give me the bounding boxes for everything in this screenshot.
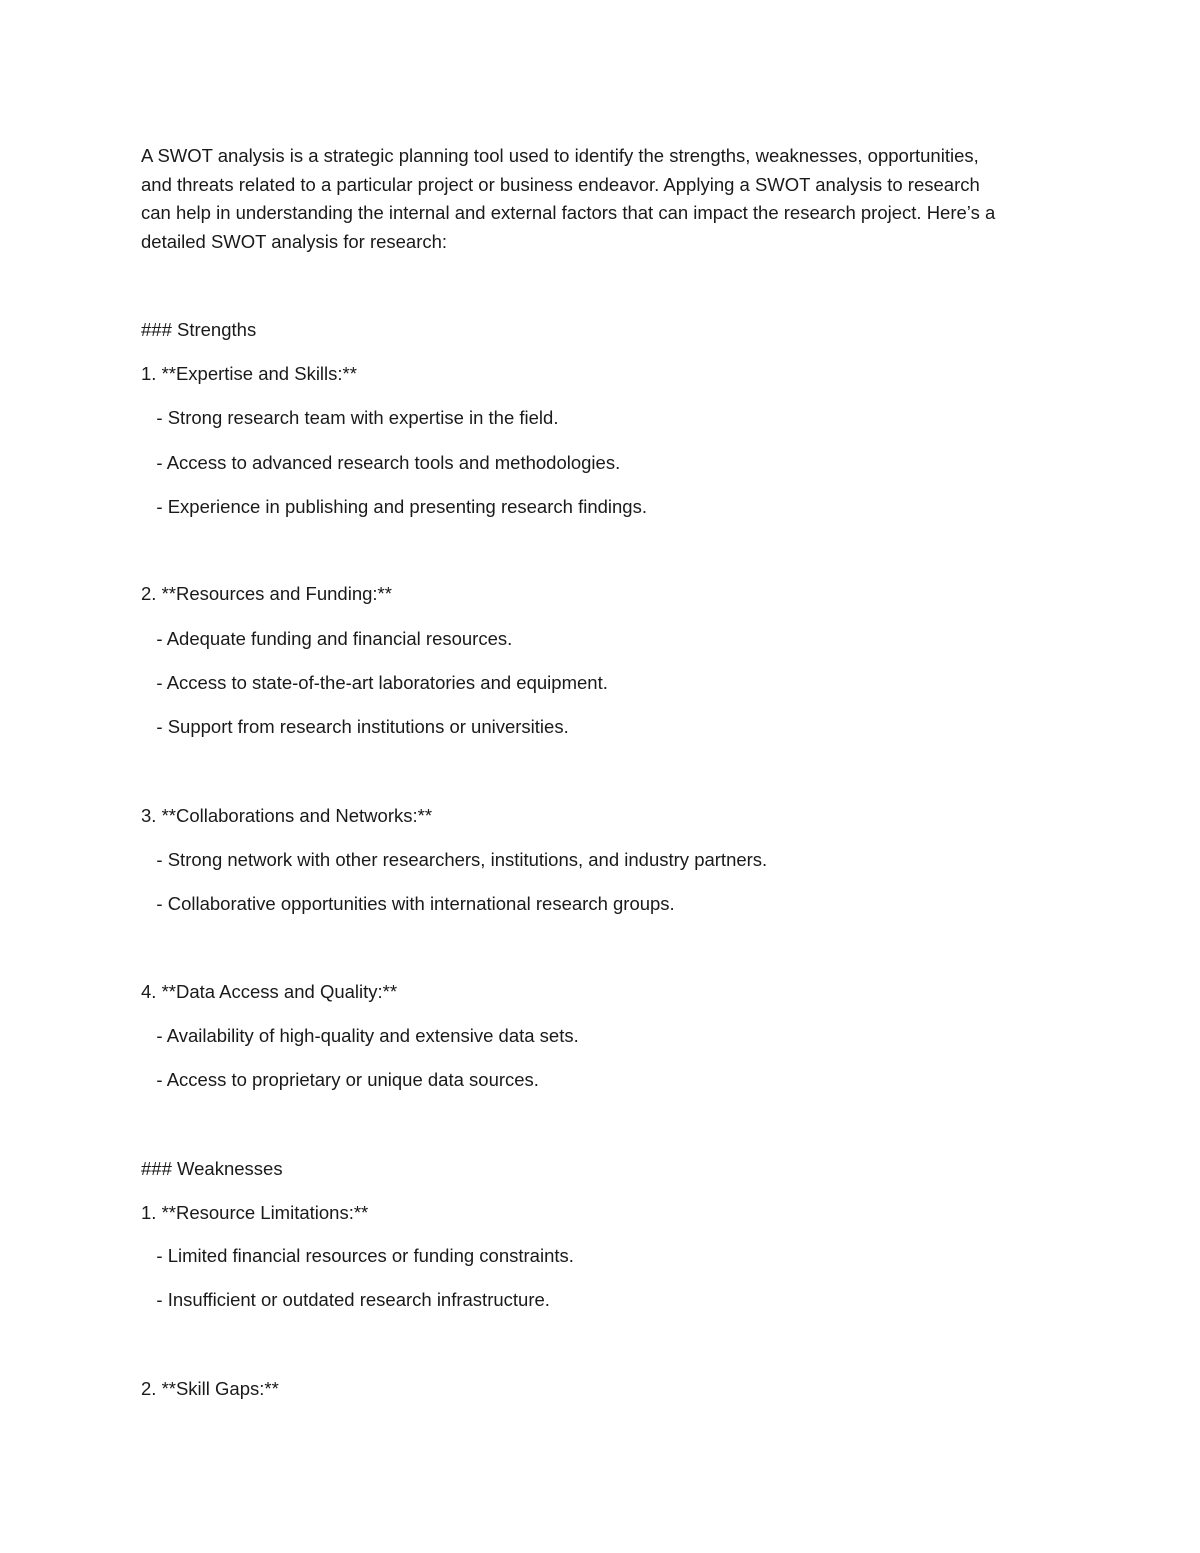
list-item: - Experience in publishing and presenting research findings. [141,496,647,517]
list-item-title: 3. **Collaborations and Networks:** [141,805,433,826]
intro-line: A SWOT analysis is a strategic planning tool used to identify the strengths, weaknesses, opportunities, [141,145,979,166]
list-item-title: 4. **Data Access and Quality:** [141,981,398,1002]
list-item: - Limited financial resources or funding constraints. [141,1245,574,1266]
list-item-title: 2. **Skill Gaps:** [141,1378,279,1399]
list-item: - Collaborative opportunities with international research groups. [141,893,675,914]
list-item: - Access to advanced research tools and methodologies. [141,452,621,473]
list-item: - Strong research team with expertise in the field. [141,407,559,428]
list-item: - Insufficient or outdated research infrastructure. [141,1289,550,1310]
list-item: - Availability of high-quality and extensive data sets. [141,1025,579,1046]
section-heading-strengths: ### Strengths [141,319,257,340]
intro-paragraph [141,142,1071,256]
list-item: - Access to proprietary or unique data sources. [141,1069,539,1090]
list-item: - Access to state-of-the-art laboratories and equipment. [141,672,608,693]
list-item-title: 1. **Resource Limitations:** [141,1202,369,1223]
list-item: - Support from research institutions or universities. [141,716,569,737]
list-item-title: 2. **Resources and Funding:** [141,583,392,604]
intro-line: can help in understanding the internal and external factors that can impact the research project. Here’s a [141,202,996,223]
section-heading-weaknesses: ### Weaknesses [141,1158,283,1179]
list-item-title: 1. **Expertise and Skills:** [141,363,357,384]
list-item: - Strong network with other researchers, institutions, and industry partners. [141,849,768,870]
list-item: - Adequate funding and financial resources. [141,628,513,649]
intro-line: detailed SWOT analysis for research: [141,230,448,252]
intro-line: and threats related to a particular project or business endeavor. Applying a SWOT analysis to research [141,173,980,195]
